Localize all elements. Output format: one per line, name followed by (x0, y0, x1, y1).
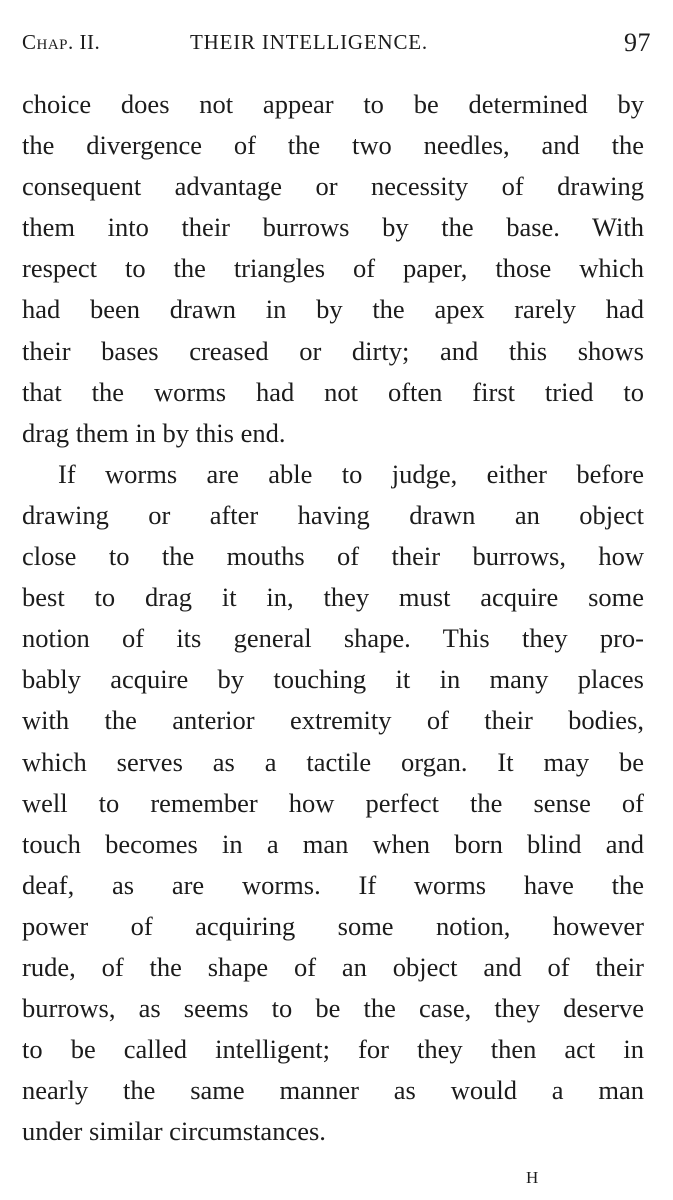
text-line: power of acquiring some notion, however (22, 910, 644, 941)
text-line: deaf, as are worms. If worms have the (22, 869, 644, 900)
text-line: them into their burrows by the base. With (22, 212, 644, 243)
text-line: with the anterior extremity of their bodies, (22, 705, 644, 736)
text-line: touch becomes in a man when born blind and (22, 828, 644, 859)
text-line: close to the mouths of their burrows, how (22, 541, 644, 572)
signature-mark: H (526, 1168, 540, 1187)
text-line: burrows, as seems to be the case, they deserve (22, 993, 644, 1024)
page-number: 97 (624, 28, 651, 57)
text-line: nearly the same manner as would a man (22, 1075, 644, 1106)
text-line: drawing or after having drawn an object (22, 499, 644, 530)
body-text (22, 84, 644, 1152)
text-line: drag them in by this end. (22, 417, 286, 448)
text-line: choice does not appear to be determined by (22, 89, 644, 119)
text-line: rude, of the shape of an object and of their (22, 951, 644, 982)
paragraph-2 (22, 454, 644, 1153)
text-line: to be called intelligent; for they then act in (22, 1034, 644, 1065)
text-line: consequent advantage or necessity of drawing (22, 171, 644, 202)
text-line: that the worms had not often first tried to (22, 376, 644, 407)
text-line: notion of its general shape. This they pro- (22, 623, 644, 654)
running-title: THEIR INTELLIGENCE. (190, 30, 428, 54)
text-line: respect to the triangles of paper, those which (22, 253, 644, 284)
text-line: which serves as a tactile organ. It may be (22, 746, 644, 777)
text-line: their bases creased or dirty; and this shows (22, 335, 644, 366)
text-line: best to drag it in, they must acquire some (22, 582, 644, 613)
text-line: well to remember how perfect the sense of (22, 787, 644, 818)
running-head (22, 30, 651, 60)
text-line: under similar circumstances. (22, 1116, 326, 1147)
text-line: had been drawn in by the apex rarely had (22, 294, 644, 325)
text-line: the divergence of the two needles, and the (22, 130, 644, 161)
chapter-label: Chap. II. (22, 30, 101, 54)
text-line: bably acquire by touching it in many places (22, 664, 644, 695)
text-line: If worms are able to judge, either before (58, 458, 644, 489)
paragraph-1 (22, 84, 644, 454)
